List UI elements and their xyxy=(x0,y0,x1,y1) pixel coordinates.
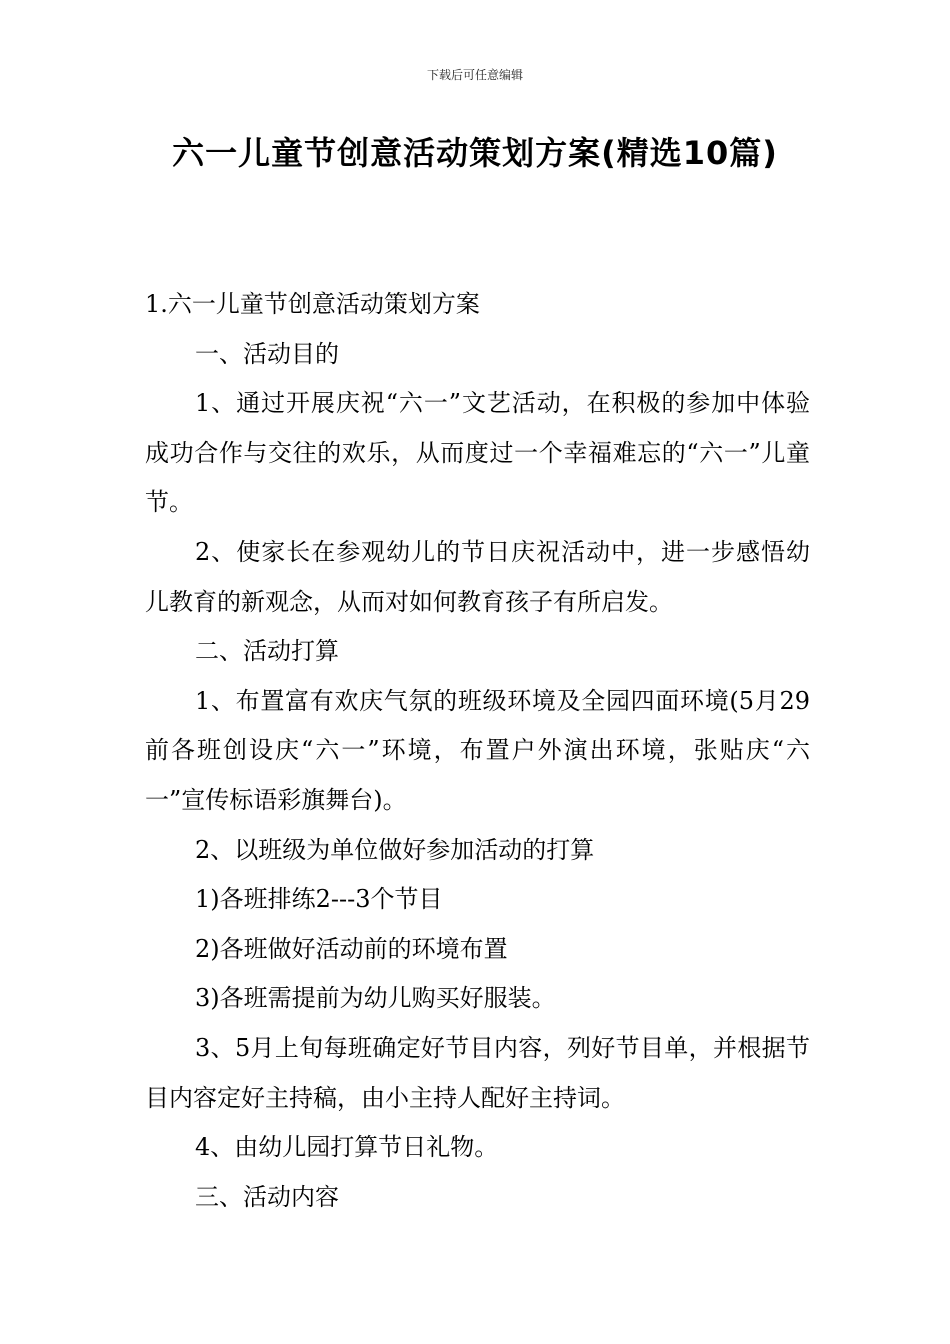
paragraph-heading-plan: 二、活动打算 xyxy=(195,637,339,666)
paragraph: 3、5月上旬每班确定好节目内容，列好节目单，并根据节目内容定好主持稿，由小主持人配好主持词。 xyxy=(145,1033,810,1112)
paragraph-heading-purpose: 一、活动目的 xyxy=(195,339,339,368)
header-note: 下载后可任意编辑 xyxy=(426,68,523,82)
paragraph: 4、由幼儿园打算节日礼物。 xyxy=(195,1133,499,1162)
document-body xyxy=(145,280,810,1222)
document-title: 六一儿童节创意活动策划方案(精选10篇) xyxy=(172,134,778,172)
paragraph-section-heading: 1.六一儿童节创意活动策划方案 xyxy=(145,290,480,318)
list-item: 1)各班排练2---3个节目 xyxy=(195,885,443,914)
paragraph-heading-content: 三、活动内容 xyxy=(195,1182,339,1211)
paragraph: 2、以班级为单位做好参加活动的打算 xyxy=(195,835,595,864)
paragraph: 1、布置富有欢庆气氛的班级环境及全园四面环境(5月29前各班创设庆“六一”环境，布置户外演出环境，张贴庆“六一”宣传标语彩旗舞台)。 xyxy=(145,686,810,814)
paragraph: 1、通过开展庆祝“六一”文艺活动，在积极的参加中体验成功合作与交往的欢乐，从而度过一个幸福难忘的“六一”儿童节。 xyxy=(145,389,810,517)
list-item: 2)各班做好活动前的环境布置 xyxy=(195,934,508,963)
list-item: 3)各班需提前为幼儿购买好服装。 xyxy=(195,984,556,1013)
paragraph: 2、使家长在参观幼儿的节日庆祝活动中，进一步感悟幼儿教育的新观念，从而对如何教育孩子有所启发。 xyxy=(145,537,810,616)
